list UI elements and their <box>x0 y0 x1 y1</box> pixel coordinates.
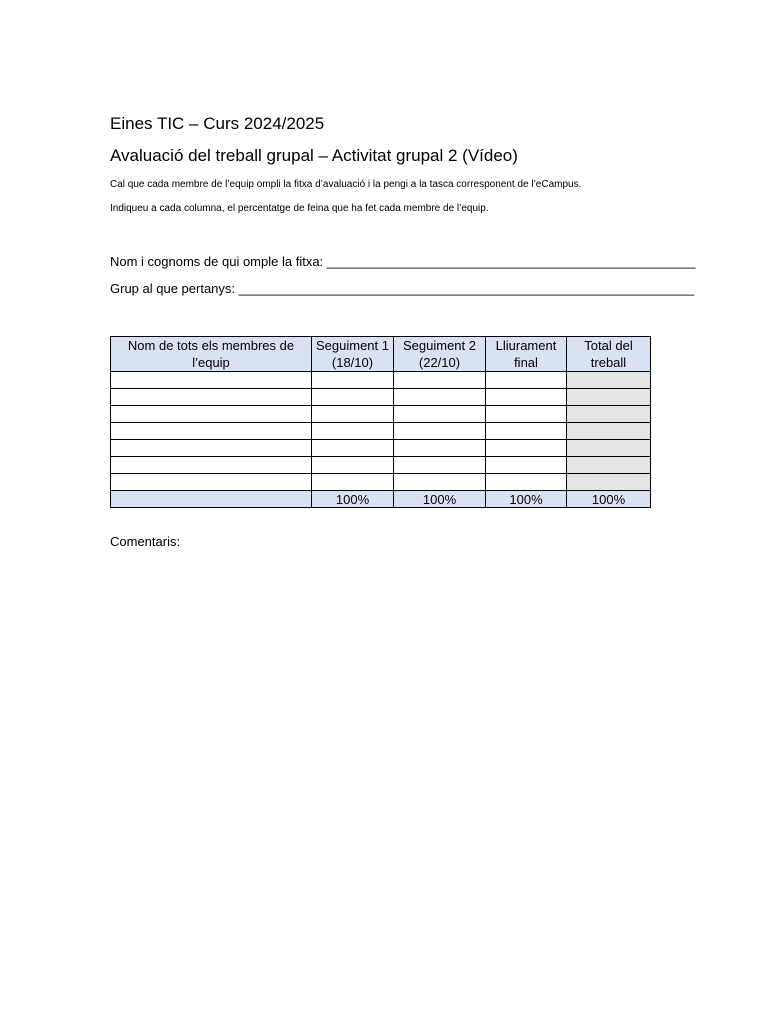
table-cell[interactable] <box>312 423 394 440</box>
table-cell[interactable] <box>312 389 394 406</box>
instruction-line-1: Cal que cada membre de l’equip ompli la fitxa d’avaluació i la pengi a la tasca corresponent de l’eCampus. <box>110 179 582 190</box>
table-cell[interactable] <box>394 389 486 406</box>
header-seguiment-1: Seguiment 1 (18/10) <box>312 337 394 372</box>
table-row <box>111 372 651 389</box>
total-cell <box>567 389 651 406</box>
table-cell[interactable] <box>486 474 567 491</box>
totals-cell: 100% <box>486 491 567 508</box>
table-cell[interactable] <box>486 389 567 406</box>
table-row <box>111 474 651 491</box>
totals-cell: 100% <box>567 491 651 508</box>
table-cell[interactable] <box>394 423 486 440</box>
total-cell <box>567 474 651 491</box>
header-lliurament-final: Lliurament final <box>486 337 567 372</box>
table-cell[interactable] <box>312 457 394 474</box>
table-row <box>111 457 651 474</box>
table-row <box>111 423 651 440</box>
totals-name-cell <box>111 491 312 508</box>
table-row <box>111 440 651 457</box>
table-cell[interactable] <box>312 406 394 423</box>
table-cell[interactable] <box>111 423 312 440</box>
table-cell[interactable] <box>394 440 486 457</box>
table-cell[interactable] <box>394 372 486 389</box>
table-cell[interactable] <box>111 389 312 406</box>
table-cell[interactable] <box>111 457 312 474</box>
table-cell[interactable] <box>312 440 394 457</box>
header-seguiment-2: Seguiment 2 (22/10) <box>394 337 486 372</box>
table-cell[interactable] <box>486 457 567 474</box>
table-cell[interactable] <box>312 474 394 491</box>
table-cell[interactable] <box>486 440 567 457</box>
totals-row <box>111 491 651 508</box>
total-cell <box>567 372 651 389</box>
table-cell[interactable] <box>394 474 486 491</box>
evaluation-table <box>110 336 651 508</box>
table-cell[interactable] <box>486 406 567 423</box>
total-cell <box>567 423 651 440</box>
table-cell[interactable] <box>111 474 312 491</box>
table-cell[interactable] <box>111 372 312 389</box>
total-cell <box>567 440 651 457</box>
table-header-row <box>111 337 651 372</box>
table-cell[interactable] <box>394 457 486 474</box>
totals-cell: 100% <box>312 491 394 508</box>
name-field[interactable]: Nom i cognoms de qui omple la fitxa: ___________________________________________________ <box>110 254 696 269</box>
instruction-line-2: Indiqueu a cada columna, el percentatge de feina que ha fet cada membre de l’equip. <box>110 203 489 214</box>
table-cell[interactable] <box>111 440 312 457</box>
table-body <box>111 372 651 508</box>
header-members: Nom de tots els membres de l’equip <box>111 337 312 372</box>
table-cell[interactable] <box>486 423 567 440</box>
table-cell[interactable] <box>111 406 312 423</box>
total-cell <box>567 457 651 474</box>
comments-label: Comentaris: <box>110 534 181 549</box>
header-total: Total del treball <box>567 337 651 372</box>
table-row <box>111 406 651 423</box>
table-cell[interactable] <box>394 406 486 423</box>
table-cell[interactable] <box>486 372 567 389</box>
totals-cell: 100% <box>394 491 486 508</box>
document-subtitle: Avaluació del treball grupal – Activitat grupal 2 (Vídeo) <box>110 146 518 165</box>
document-title: Eines TIC – Curs 2024/2025 <box>110 114 325 133</box>
total-cell <box>567 406 651 423</box>
group-field[interactable]: Grup al que pertanys: _______________________________________________________________ <box>110 281 695 296</box>
table-cell[interactable] <box>312 372 394 389</box>
table-row <box>111 389 651 406</box>
